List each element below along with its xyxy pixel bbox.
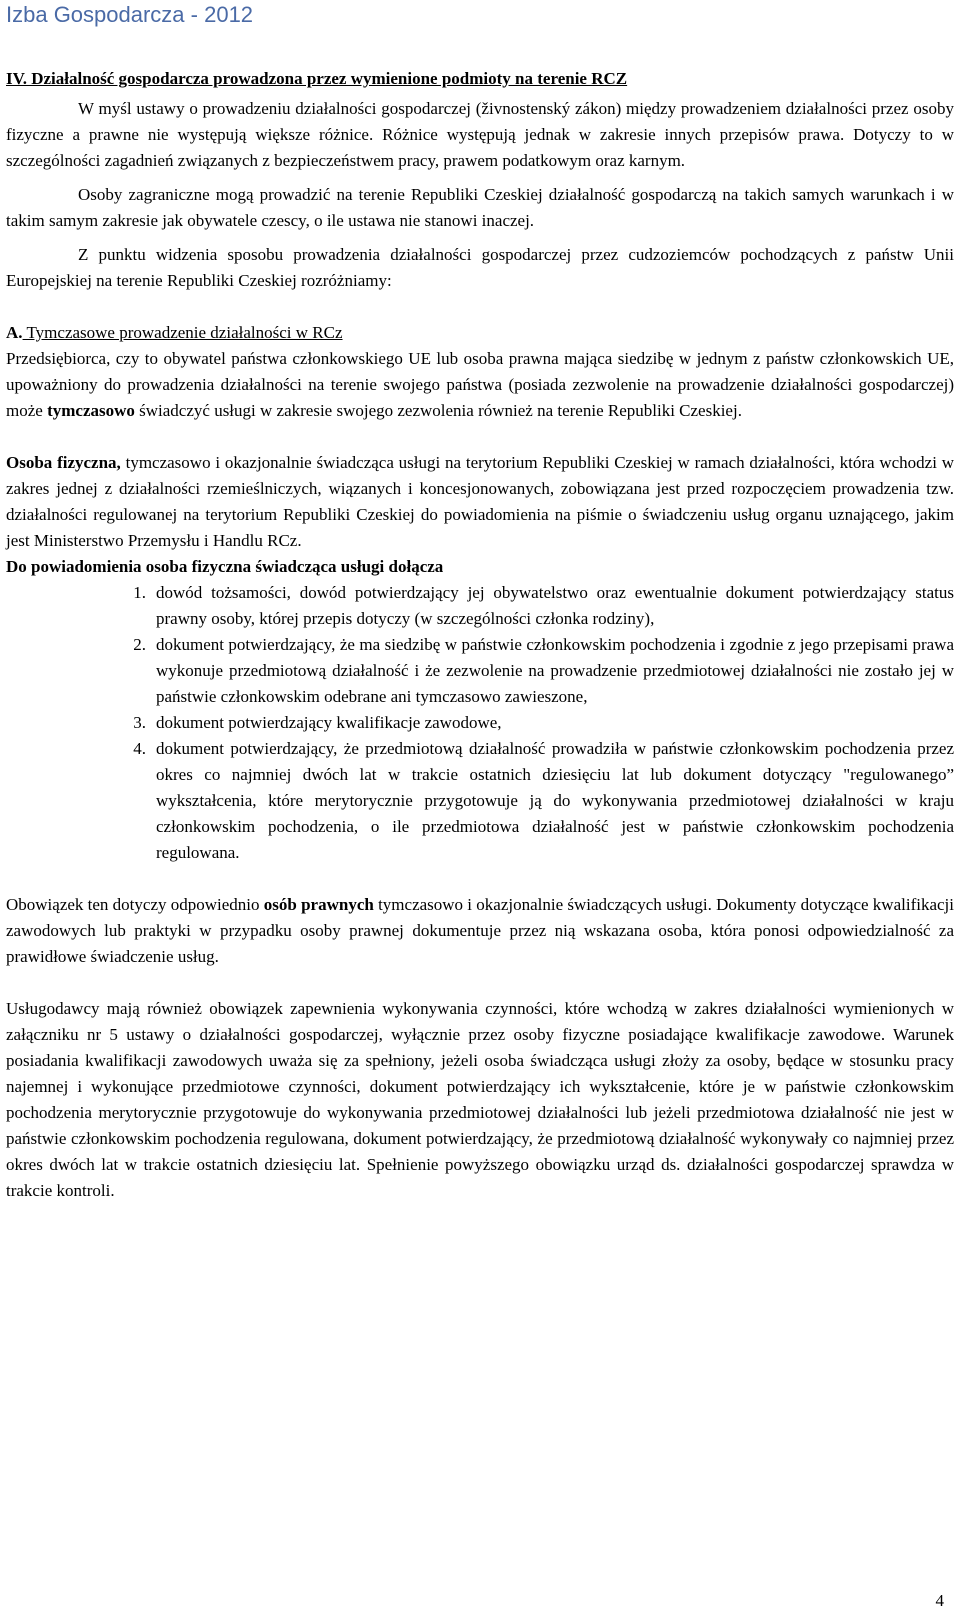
list-item	[133, 736, 954, 866]
page-number: 4	[935, 1591, 944, 1610]
subsection-a-heading	[6, 320, 954, 346]
paragraph-text: Obowiązek ten dotyczy odpowiednio	[6, 895, 264, 914]
list-item-number: 3.	[133, 713, 146, 732]
list-item-text: dowód tożsamości, dowód potwierdzający jej obywatelstwo oraz ewentualnie dokument potwierdzający status prawny osoby, której przepis dotyczy (w szczególności członka rodziny),	[156, 583, 954, 628]
subsection-a-paragraph-4: Usługodawcy mają również obowiązek zapewnienia wykonywania czynności, które wchodzą w zakres działalności wymienionych w załączniku nr 5 ustawy o działalności gospodarczej, wyłącznie przez osoby fizyczne posiadające kwalifikacje zawodowe. Warunek posiadania kwalifikacji zawodowych uważa się za spełniony, jeżeli osoba świadcząca usługi złoży za osoby, będące w stosunku pracy najemnej i wykonujące przedmiotowe czynności, dokument potwierdzający ich wykształcenie, które je w państwie członkowskim pochodzenia merytorycznie przygotowuje do wykonywania przedmiotowej działalności lub jeżeli przedmiotowa działalność nie jest w państwie członkowskim pochodzenia regulowana, dokument potwierdzający, że przedmiotową działalność wykonywały co najmniej przez okres dwóch lat w trakcie ostatnich dziesięciu lat. Spełnienie powyższego obowiązku urząd ds. działalności gospodarczej sprawdza w trakcie kontroli.	[6, 999, 954, 1200]
list-item-text: dokument potwierdzający kwalifikacje zawodowe,	[156, 713, 502, 732]
subsection-a-paragraph-3	[6, 892, 954, 970]
intro-paragraph-2: Osoby zagraniczne mogą prowadzić na terenie Republiki Czeskiej działalność gospodarczą na takich samych warunkach i w takim samym zakresie jak obywatele czescy, o ile ustawa nie stanowi inaczej.	[6, 185, 954, 230]
required-documents-list	[6, 580, 954, 866]
paragraph-text: tymczasowo i okazjonalnie świadczących usługi. Dokumenty dotyczące kwalifikacji zawodowych lub praktyki w przypadku osoby prawnej dokumentuje przez nią wskazana osoba, która ponosi odpowiedzialność za prawidłowe świadczenie usług.	[6, 895, 954, 966]
subsection-a-title: Tymczasowe prowadzenie działalności w RCz	[22, 323, 343, 342]
list-item-number: 1.	[133, 583, 146, 602]
subsection-a-paragraph-1	[6, 346, 954, 424]
subsection-a-label: A.	[6, 323, 23, 342]
section-heading: IV. Działalność gospodarcza prowadzona przez wymienione podmioty na terenie RCZ	[6, 69, 628, 88]
list-item-number: 4.	[133, 739, 146, 758]
paragraph-text: tymczasowo i okazjonalnie świadcząca usługi na terytorium Republiki Czeskiej w ramach działalności, która wchodzi w zakres jednej z działalności rzemieślniczych, wiązanych i koncesjonowanych, zobowiązana jest przed rozpoczęciem prowadzenia tzw. działalności regulowanej na terytorium Republiki Czeskiej do powiadomienia na piśmie o świadczeniu usług organu uznającego, jakim jest Ministerstwo Przemysłu i Handlu RCz.	[6, 453, 954, 550]
paragraph-text: Przedsiębiorca, czy to obywatel państwa członkowskiego UE lub osoba prawna mająca siedzibę w jednym z państw członkowskich UE, upoważniony do prowadzenia działalności na terenie swojego państwa (posiada zezwolenie na prowadzenie działalności gospodarczej) może	[6, 349, 954, 420]
list-item	[133, 632, 954, 710]
list-item	[133, 710, 954, 736]
paragraph-text: świadczyć usługi w zakresie swojego zezwolenia również na terenie Republiki Czeskiej.	[134, 401, 742, 420]
running-header: Izba Gospodarcza - 2012	[6, 2, 254, 27]
list-item-text: dokument potwierdzający, że przedmiotową działalność prowadziła w państwie członkowskim pochodzenia przez okres co najmniej dwóch lat w trakcie ostatnich dziesięciu lat lub dokument dotyczący "regulowanego” wykształcenia, które merytorycznie przygotowuje ją do wykonywania przedmiotowej działalności w kraju członkowskim pochodzenia, o ile przedmiotowa działalność jest w państwie członkowskim pochodzenia regulowana.	[156, 739, 954, 862]
intro-paragraph-1: W myśl ustawy o prowadzeniu działalności gospodarczej (živnostenský zákon) między prowadzeniem działalności przez osoby fizyczne a prawne nie występują większe różnice. Różnice występują jednak w zakresie innych przepisów prawa. Dotyczy to w szczególności zagadnień związanych z bezpieczeństwem pracy, prawem podatkowym oraz karnym.	[6, 99, 954, 170]
list-heading: Do powiadomienia osoba fizyczna świadcząca usługi dołącza	[6, 557, 444, 576]
list-item-number: 2.	[133, 635, 146, 654]
emphasis-osob-prawnych: osób prawnych	[263, 895, 374, 914]
emphasis-tymczasowo: tymczasowo	[47, 401, 135, 420]
emphasis-osoba-fizyczna: Osoba fizyczna,	[6, 453, 121, 472]
list-item	[133, 580, 954, 632]
subsection-a-paragraph-2	[6, 450, 954, 554]
document-body	[6, 66, 954, 1204]
list-item-text: dokument potwierdzający, że ma siedzibę w państwie członkowskim pochodzenia i zgodnie z jego przepisami prawa wykonuje przedmiotową działalność i że zezwolenie na prowadzenie przedmiotowej działalności nie zostało jej w państwie członkowskim odebrane ani tymczasowo zawieszone,	[156, 635, 954, 706]
intro-paragraph-3: Z punktu widzenia sposobu prowadzenia działalności gospodarczej przez cudzoziemców pochodzących z państw Unii Europejskiej na terenie Republiki Czeskiej rozróżniamy:	[6, 245, 954, 290]
